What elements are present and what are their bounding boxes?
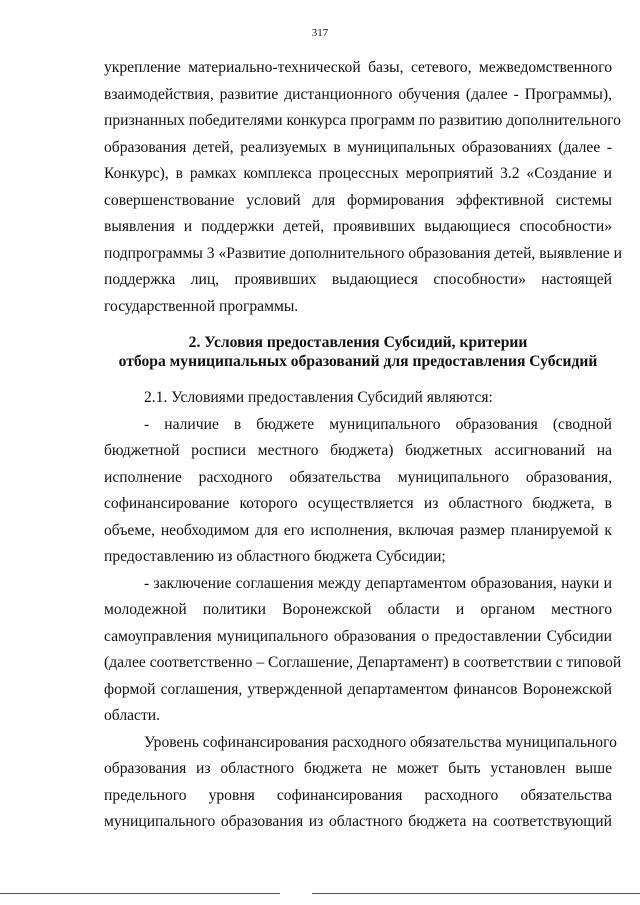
text-line: признанных победителями конкурса программ по развитию дополнительного: [104, 112, 621, 129]
text-line: поддержка лиц, проявивших выдающиеся способности» настоящей: [104, 271, 612, 288]
section-heading-line-1: 2. Условия предоставления Субсидий, критерии: [188, 334, 528, 351]
text-line: государственной программы.: [104, 297, 299, 315]
text-line: - наличие в бюджете муниципального образования (сводной: [144, 415, 612, 433]
page-number: 317: [311, 27, 329, 39]
text-line: софинансирование которого осуществляется из областного бюджета, в: [104, 495, 612, 512]
bottom-rule-right: [312, 893, 640, 894]
paragraph-bullet-agreement: [104, 571, 622, 730]
text-line: - заключение соглашения между департаментом образования, науки и: [144, 574, 612, 592]
text-line: образования из областного бюджета не может быть установлен выше: [104, 760, 612, 777]
text-line: предоставлению из областного бюджета Субсидии;: [104, 548, 446, 565]
paragraph-bullet-budget: [104, 412, 612, 571]
section-heading-line-2: отбора муниципальных образований для предоставления Субсидий: [118, 353, 598, 370]
text-line: укрепление материально-технической базы, сетевого, межведомственного: [104, 59, 612, 76]
paragraph-cofinancing-level: [104, 730, 617, 836]
text-line: Конкурс), в рамках комплекса процессных мероприятий 3.2 «Создание и: [104, 165, 612, 182]
text-line: самоуправления муниципального образования о предоставлении Субсидии: [104, 627, 612, 645]
text-line: (далее соответственно – Соглашение, Департамент) в соответствии с типовой: [104, 654, 622, 671]
text-line: выявления и поддержки детей, проявивших выдающиеся способности»: [104, 218, 612, 235]
paragraph-2-1: [104, 385, 612, 412]
text-line: области.: [104, 707, 161, 724]
text-line: формой соглашения, утвержденной департаментом финансов Воронежской: [104, 680, 612, 698]
text-line: Уровень софинансирования расходного обязательства муниципального: [144, 733, 617, 751]
text-line: взаимодействия, развитие дистанционного обучения (далее - Программы),: [104, 85, 612, 103]
text-line: совершенствование условий для формирования эффективной системы: [104, 191, 612, 209]
text-line: предельного уровня софинансирования расходного обязательства: [104, 786, 612, 804]
text-line: образования детей, реализуемых в муниципальных образованиях (далее -: [104, 138, 612, 156]
section-heading: [104, 333, 612, 371]
text-line: молодежной политики Воронежской области и органом местного: [104, 601, 612, 618]
paragraph-intro: [104, 55, 622, 320]
text-line: бюджетной росписи местного бюджета) бюджетных ассигнований на: [104, 442, 612, 459]
text-line: муниципального образования из областного бюджета на соответствующий: [104, 813, 612, 830]
text-line: 2.1. Условиями предоставления Субсидий являются:: [144, 389, 493, 406]
bottom-rule-left: [0, 893, 280, 894]
text-line: подпрограммы 3 «Развитие дополнительного образования детей, выявление и: [104, 244, 622, 262]
document-body: [104, 55, 622, 836]
text-line: объеме, необходимом для его исполнения, включая размер планируемой к: [104, 521, 612, 539]
text-line: исполнение расходного обязательства муниципального образования,: [104, 468, 612, 486]
